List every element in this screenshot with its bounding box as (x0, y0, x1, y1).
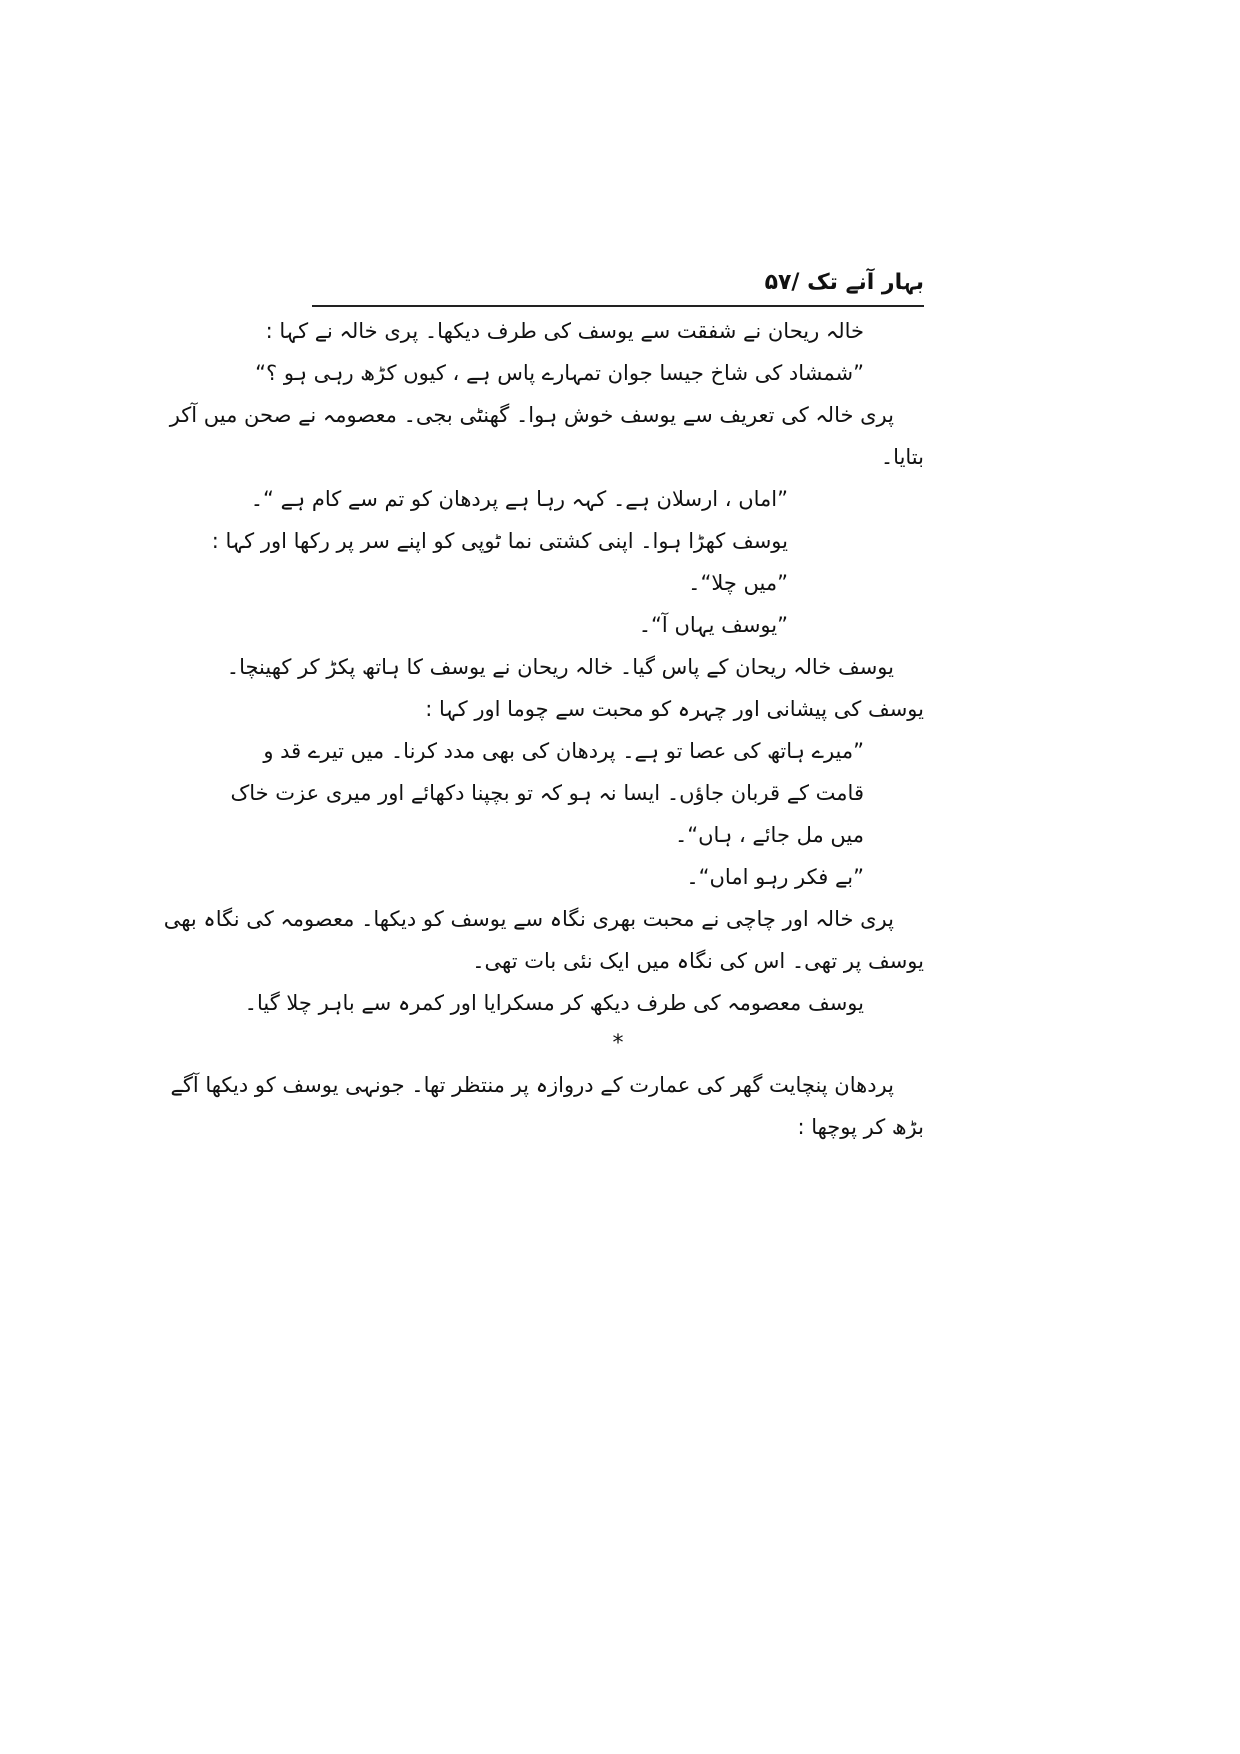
text-line: ”میں چلا“۔ (688, 571, 788, 595)
text-line: ”یوسف یہاں آ“۔ (638, 613, 788, 637)
text-line: یوسف کھڑا ہوا۔ اپنی کشتی نما ٹوپی کو اپنے سر پر رکھا اور کہا : (211, 529, 788, 553)
text-line: پری خالہ اور چاچی نے محبت بھری نگاہ سے یوسف کو دیکھا۔ معصومہ کی نگاہ بھی (163, 907, 894, 931)
text-line: خالہ ریحان نے شفقت سے یوسف کی طرف دیکھا۔ پری خالہ نے کہا : (265, 319, 864, 343)
text-line: ”شمشاد کی شاخ جیسا جوان تمہارے پاس ہے ، کیوں کڑھ رہی ہو ؟“ (255, 361, 864, 385)
text-line: یوسف معصومہ کی طرف دیکھ کر مسکرایا اور کمرہ سے باہر چلا گیا۔ (244, 991, 864, 1015)
text-line: بڑھ کر پوچھا : (797, 1115, 924, 1139)
text-line: ”اماں ، ارسلان ہے۔ کہہ رہا ہے پردھان کو تم سے کام ہے “۔ (250, 487, 788, 511)
text-line: یوسف کی پیشانی اور چہرہ کو محبت سے چوما اور کہا : (425, 697, 924, 721)
text-line: ”بے فکر رہو اماں“۔ (686, 865, 864, 889)
page-body (163, 310, 924, 1148)
section-separator: * (612, 1031, 624, 1056)
header-title: بہار آنے تک /۵۷ (764, 270, 924, 295)
text-line: یوسف خالہ ریحان کے پاس گیا۔ خالہ ریحان نے یوسف کا ہاتھ پکڑ کر کھینچا۔ (226, 655, 894, 679)
text-line: بتایا۔ (880, 445, 924, 469)
text-line: ”میرے ہاتھ کی عصا تو ہے۔ پردھان کی بھی مدد کرنا۔ میں تیرے قد و (263, 739, 864, 763)
text-line: پردھان پنچایت گھر کی عمارت کے دروازہ پر منتظر تھا۔ جونہی یوسف کو دیکھا آگے (170, 1073, 894, 1097)
text-line: یوسف پر تھی۔ اس کی نگاہ میں ایک نئی بات تھی۔ (472, 949, 924, 973)
text-line: قامت کے قربان جاؤں۔ ایسا نہ ہو کہ تو بچپنا دکھائے اور میری عزت خاک (230, 781, 864, 805)
text-line: پری خالہ کی تعریف سے یوسف خوش ہوا۔ گھنٹی بجی۔ معصومہ نے صحن میں آکر (169, 403, 894, 427)
header-rule (312, 305, 924, 307)
running-header (312, 268, 924, 302)
text-line: میں مل جائے ، ہاں“۔ (674, 823, 864, 847)
